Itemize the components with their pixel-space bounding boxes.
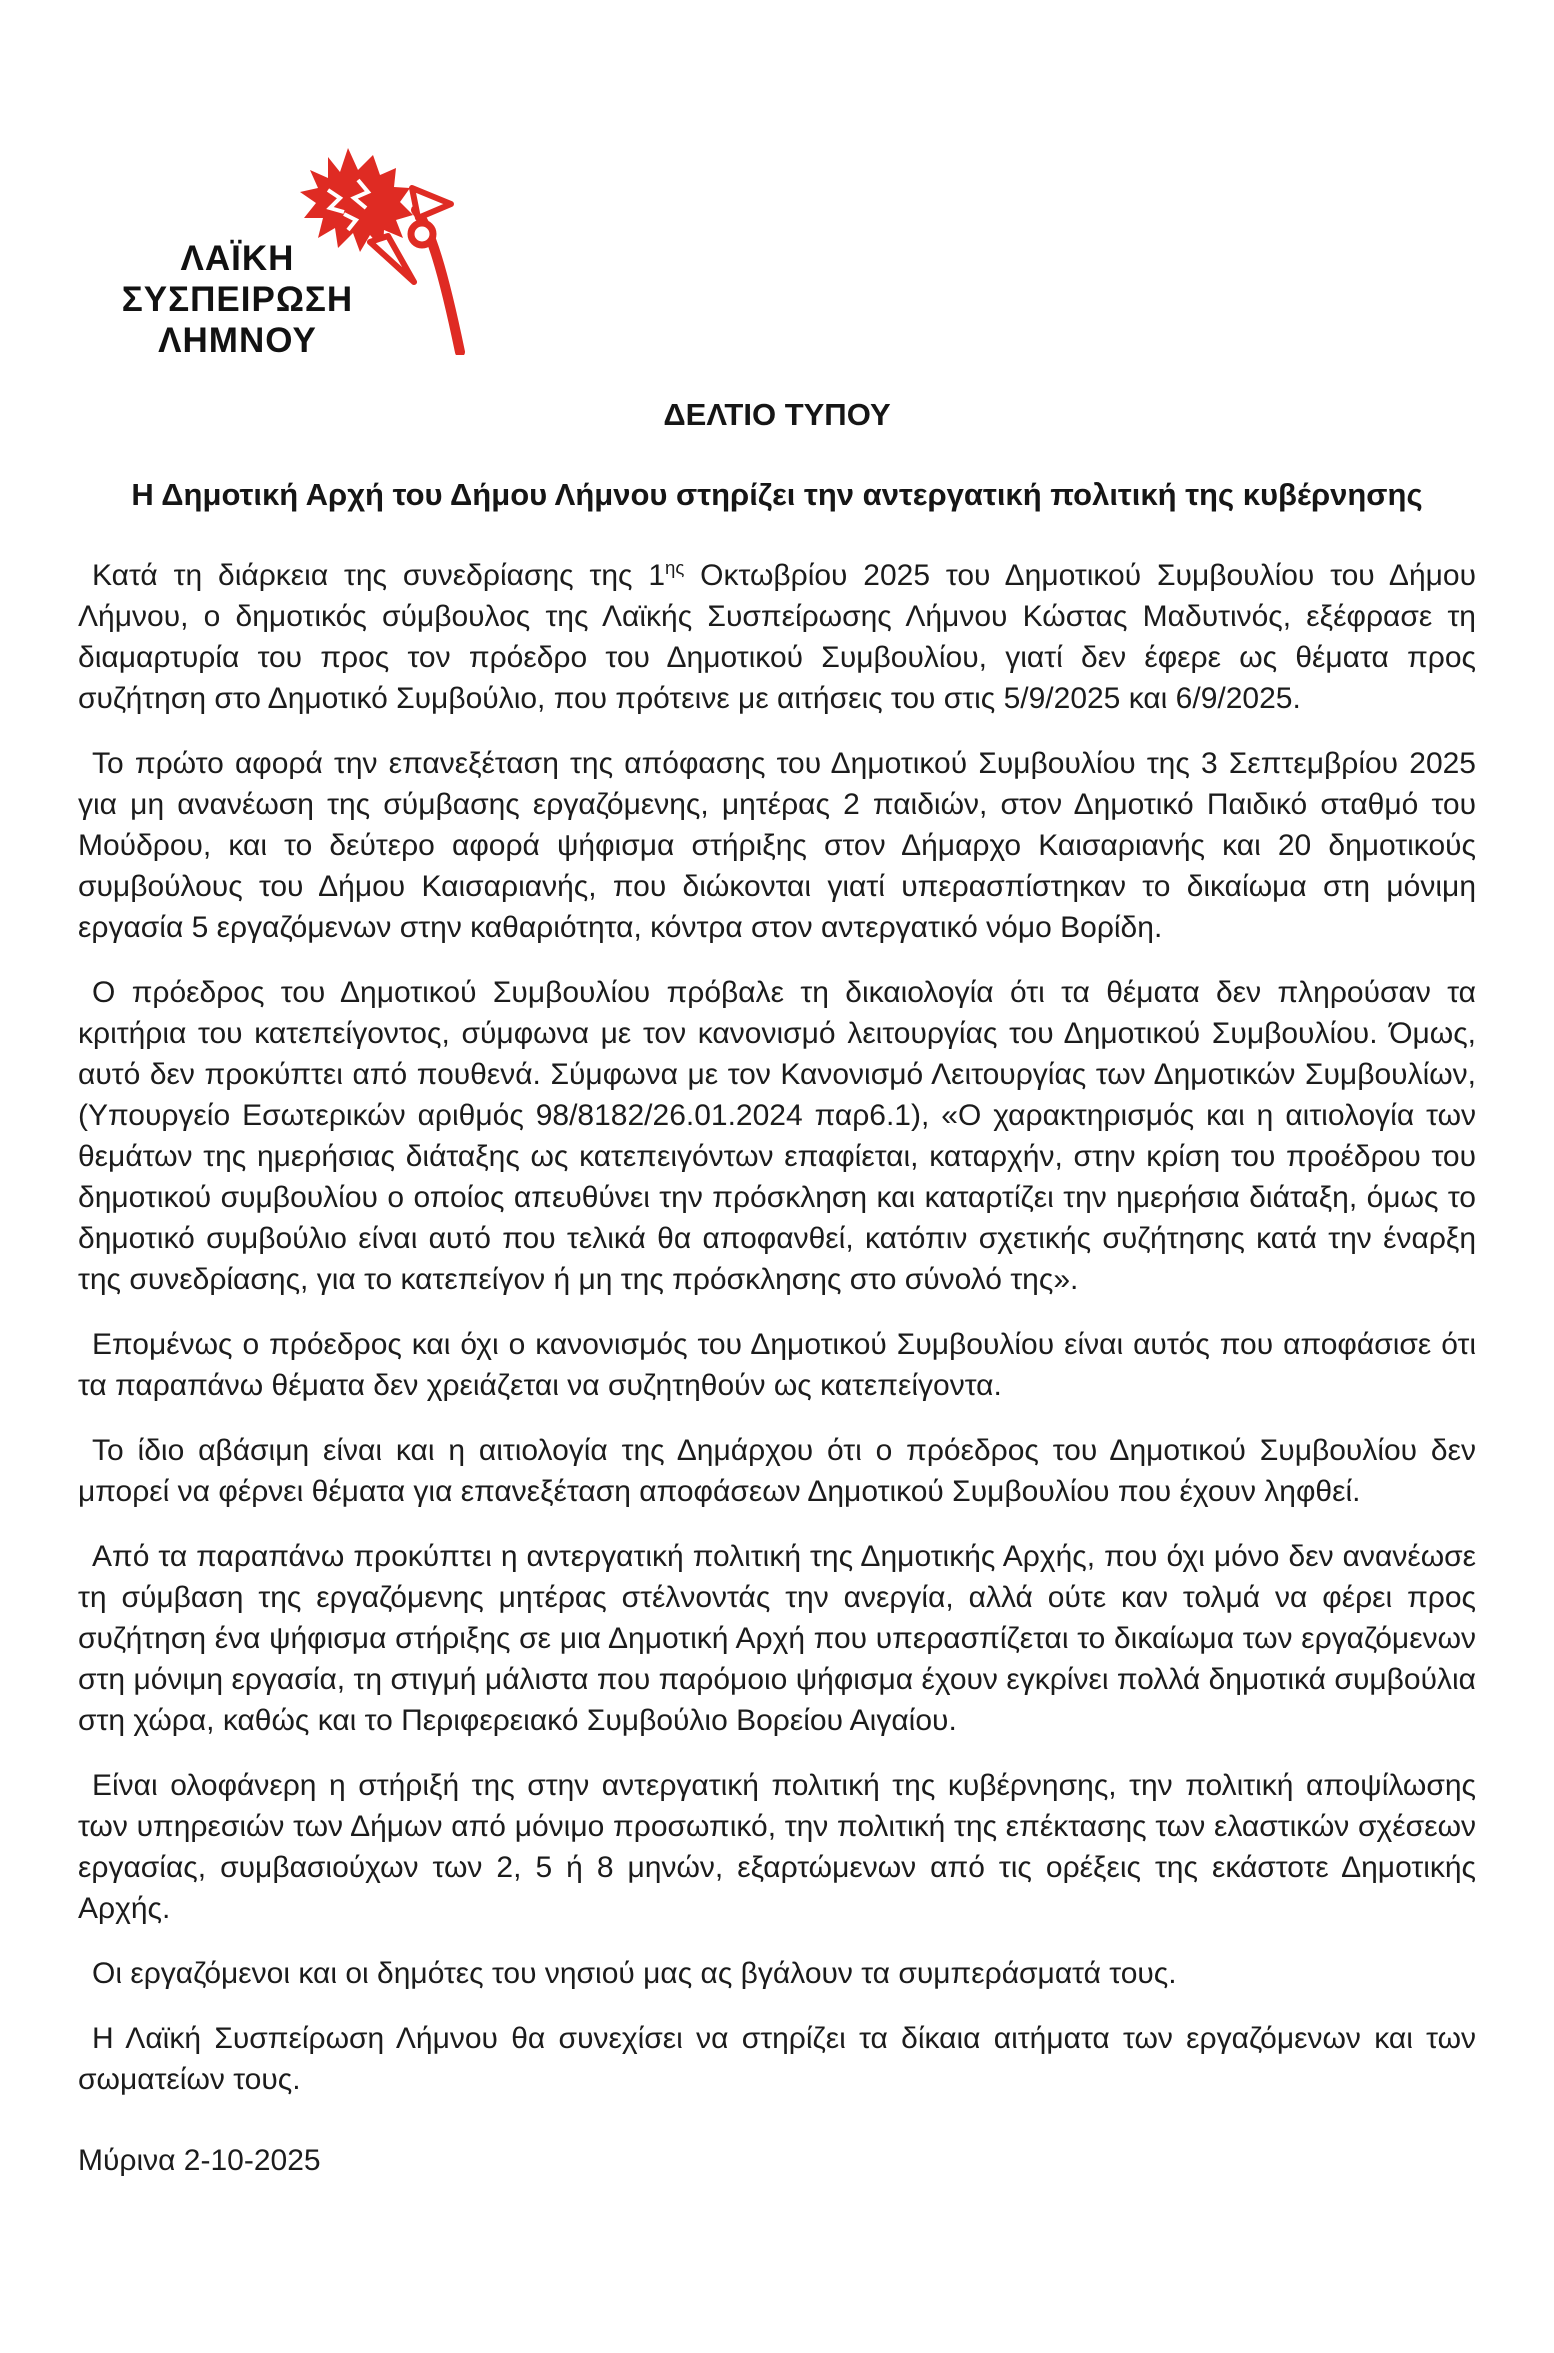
logo — [110, 160, 540, 365]
dateline: Μύρινα 2-10-2025 — [78, 2144, 321, 2177]
carnation-flower-icon — [288, 130, 473, 355]
paragraph-3: Ο πρόεδρος του Δημοτικού Συμβουλίου πρόβαλε τη δικαιολογία ότι τα θέματα δεν πληρούσαν τα κριτήρια του κατεπείγοντος, σύμφωνα με τον κανονισμό λειτουργίας του Δημοτικού Συμβουλίου. Όμως, αυτό δεν προκύπτει από πουθενά. Σύμφωνα με τον Κανονισμό Λειτουργίας των Δημοτικών Συμβουλίων, (Υπουργείο Εσωτερικών αριθμός 98/8182/26.01.2024 παρ6.1), «Ο χαρακτηρισμός και η αιτιολογία των θεμάτων της ημερήσιας διάταξης ως κατεπειγόντων επαφίεται, καταρχήν, στην κρίση του προέδρου του δημοτικού συμβουλίου ο οποίος απευθύνει την πρόσκληση και καταρτίζει την ημερήσια διάταξη, όμως το δημοτικό συμβούλιο είναι αυτό που τελικά θα αποφανθεί, κατόπιν σχετικής συζήτησης κατά την έναρξη της συνεδρίασης, για το κατεπείγον ή μη της πρόσκλησης στο σύνολό της». — [78, 976, 1476, 1296]
paragraph-1-suffix: Οκτωβρίου 2025 του Δημοτικού Συμβουλίου του Δήμου Λήμνου, ο δημοτικός σύμβουλος της Λαϊκής Συσπείρωσης Λήμνου Κώστας Μαδυτινός, εξέφρασε τη διαμαρτυρία του προς τον πρόεδρο του Δημοτικού Συμβουλίου, γιατί δεν έφερε ως θέματα προς συζήτηση στο Δημοτικό Συμβούλιο, που πρότεινε με αιτήσεις του στις 5/9/2025 και 6/9/2025. — [78, 559, 1477, 715]
page-title: ΔΕΛΤΙΟ ΤΥΠΟΥ — [663, 397, 891, 432]
logo-org-line1: ΛΑΪΚΗ — [180, 239, 295, 278]
page-subtitle: Η Δημοτική Αρχή του Δήμου Λήμνου στηρίζει την αντεργατική πολιτική της κυβέρνησης — [131, 477, 1423, 512]
paragraph-5: Το ίδιο αβάσιμη είναι και η αιτιολογία της Δημάρχου ότι ο πρόεδρος του Δημοτικού Συμβουλίου δεν μπορεί να φέρνει θέματα για επανεξέταση αποφάσεων Δημοτικού Συμβουλίου που έχουν ληφθεί. — [78, 1434, 1476, 1508]
logo-org-line3: ΛΗΜΝΟΥ — [158, 321, 317, 360]
logo-org-line2: ΣΥΣΠΕΙΡΩΣΗ — [121, 280, 354, 319]
press-release-page — [0, 160, 1554, 2353]
carnation-stem-ring — [411, 223, 433, 245]
paragraph-1-prefix: Κατά τη διάρκεια της συνεδρίασης της 1 — [92, 559, 666, 592]
paragraph-6: Από τα παραπάνω προκύπτει η αντεργατική πολιτική της Δημοτικής Αρχής, που όχι μόνο δεν ανανέωσε τη σύμβαση της εργαζόμενης μητέρας στέλνοντάς την ανεργία, αλλά ούτε καν τολμά να φέρει προς συζήτηση ένα ψήφισμα στήριξης σε μια Δημοτική Αρχή που υπερασπίζεται το δικαίωμα των εργαζόμενων στη μόνιμη εργασία, τη στιγμή μάλιστα που παρόμοιο ψήφισμα έχουν εγκρίνει πολλά δημοτικά συμβούλια στη χώρα, καθώς και το Περιφερειακό Συμβούλιο Βορείου Αιγαίου. — [78, 1540, 1476, 1737]
paragraph-8: Οι εργαζόμενοι και οι δημότες του νησιού μας ας βγάλουν τα συμπεράσματά τους. — [92, 1957, 1177, 1990]
carnation-calyx — [370, 236, 414, 282]
paragraph-9: Η Λαϊκή Συσπείρωση Λήμνου θα συνεχίσει να στηρίζει τα δίκαια αιτήματα των εργαζόμενων και των σωματείων τους. — [78, 2022, 1476, 2096]
paragraph-2: Το πρώτο αφορά την επανεξέταση της απόφασης του Δημοτικού Συμβουλίου της 3 Σεπτεμβρίου 2025 για μη ανανέωση της σύμβασης εργαζόμενης, μητέρας 2 παιδιών, στον Δημοτικό Παιδικό σταθμό του Μούδρου, και το δεύτερο αφορά ψήφισμα στήριξης στον Δήμαρχο Καισαριανής και 20 δημοτικούς συμβούλους του Δήμου Καισαριανής, που διώκονται γιατί υπερασπίστηκαν το δικαίωμα στη μόνιμη εργασία 5 εργαζόμενων στην καθαριότητα, κόντρα στον αντεργατικό νόμο Βορίδη. — [78, 747, 1476, 944]
paragraph-1 — [78, 555, 1476, 719]
body-text — [78, 555, 1476, 2100]
paragraph-7: Είναι ολοφάνερη η στήριξή της στην αντεργατική πολιτική της κυβέρνησης, την πολιτική αποψίλωσης των υπηρεσιών των Δήμων από μόνιμο προσωπικό, την πολιτική της επέκτασης των ελαστικών σχέσεων εργασίας, συμβασιούχων των 2, 5 ή 8 μηνών, εξαρτώμενων από τις ορέξεις της εκάστοτε Δημοτικής Αρχής. — [78, 1769, 1476, 1925]
carnation-leaf — [412, 188, 451, 218]
page-footer — [78, 2140, 1476, 2181]
ordinal-superscript: ης — [665, 557, 685, 578]
paragraph-4: Επομένως ο πρόεδρος και όχι ο κανονισμός του Δημοτικού Συμβουλίου είναι αυτός που αποφάσισε ότι τα παραπάνω θέματα δεν χρειάζεται να συζητηθούν ως κατεπείγοντα. — [78, 1328, 1476, 1402]
